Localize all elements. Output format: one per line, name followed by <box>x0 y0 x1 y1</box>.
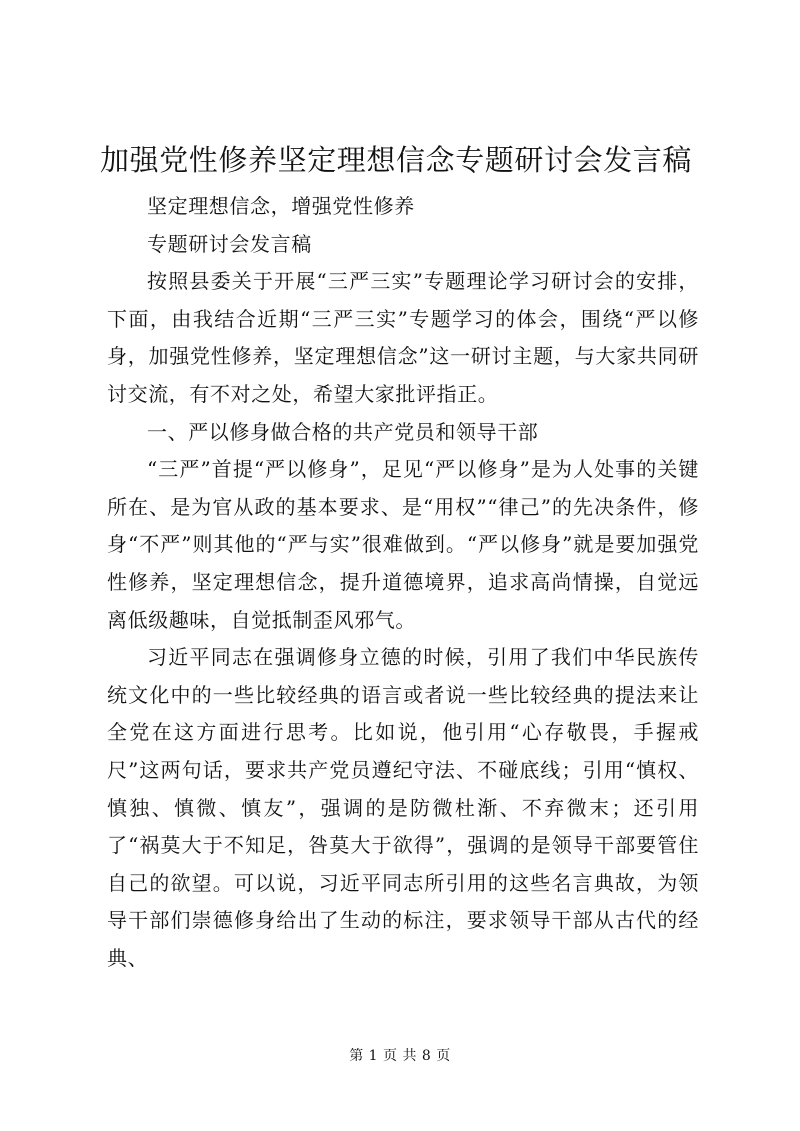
paragraph-section-1: “三严”首提“严以修身”，足见“严以修身”是为人处事的关键所在、是为官从政的基本要求、是“用权”“律己”的先决条件，修身“不严”则其他的“严与实”很难做到。“严以修身”就是要加强党性修养，坚定理想信念，提升道德境界，追求高尚情操，自觉远离低级趣味，自觉抵制歪风邪气。 <box>107 457 699 632</box>
paragraph-subtitle: 坚定理想信念，增强党性修养 <box>147 194 415 218</box>
page-footer: 第 1 页 共 8 页 <box>349 1048 451 1064</box>
document-title: 加强党性修养坚定理想信念专题研讨会发言稿 <box>100 143 693 177</box>
section-heading-1: 一、严以修身做合格的共产党员和领导干部 <box>147 419 539 444</box>
document-body <box>107 188 699 977</box>
paragraph-section-1-continued: 习近平同志在强调修身立德的时候，引用了我们中华民族传统文化中的一些比较经典的语言或者说一些比较经典的提法来让全党在这方面进行思考。比如说，他引用“心存敬畏，手握戒尺”这两句话，要求共产党员遵纪守法、不碰底线；引用“慎权、慎独、慎微、慎友”，强调的是防微杜渐、不弃微末；还引用了“祸莫大于不知足，咎莫大于欲得”，强调的是领导干部要管住自己的欲望。可以说，习近平同志所引用的这些名言典故，为领导干部们崇德修身给出了生动的标注，要求领导干部从古代的经典、 <box>107 645 699 970</box>
paragraph-subtitle-2: 专题研讨会发言稿 <box>147 231 312 256</box>
paragraph-intro: 按照县委关于开展“三严三实”专题理论学习研讨会的安排，下面，由我结合近期“三严三实”专题学习的体会，围绕“严以修身，加强党性修养，坚定理想信念”这一研讨主题，与大家共同研讨交流，有不对之处，希望大家批评指正。 <box>107 269 699 406</box>
